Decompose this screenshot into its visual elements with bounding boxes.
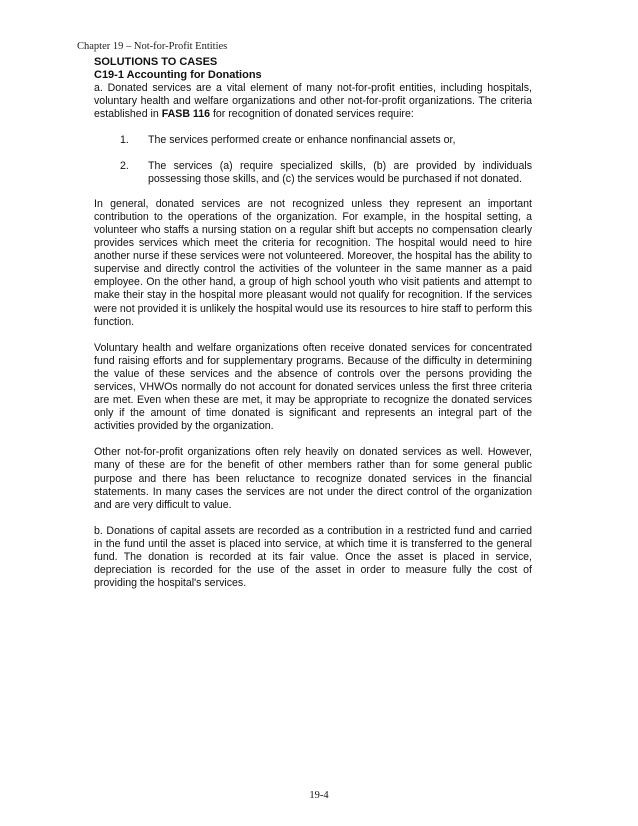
criteria-text: The services (a) require specialized skills, (b) are provided by individuals possessing those skills, and (c) the services would be purchased if not donated. [148,159,532,185]
page-number: 19-4 [309,790,329,801]
part-a-intro [94,82,532,121]
body-paragraph: Other not-for-profit organizations often rely heavily on donated services as well. However, many of these are for the benefit of other members rather than for some general public purpose and there has been reluctance to recognize donated services in the financial statements. In many cases the services are not under the direct control of the organization and are very difficult to value. [94,446,532,511]
body-paragraph: Voluntary health and welfare organizations often receive donated services for concentrated fund raising efforts and for supplementary programs. Because of the difficulty in determining the value of these services and the absence of controls over the persons providing the services, VHWOs normally do not account for donated services unless the first three criteria are met. Even when these are met, it may be appropriate to recognize the donated services only if the amount of time donated is significant and represents an integral part of the activities provided by the organization. [94,341,532,433]
body-paragraph: In general, donated services are not recognized unless they represent an important contribution to the operations of the organization. For example, in the hospital setting, a volunteer who staffs a nursing station on a regular shift but accepts no compensation clearly provides services which meet the criteria for recognition. The hospital would need to hire another nurse if these services were not volunteered. Moreover, the hospital has the ability to supervise and directly control the activities of the volunteer in the same manner as a paid employee. On the other hand, a group of high school youth who visit patients and attempt to make their stay in the hospital more pleasant would not qualify for recognition. If the services were not provided it is unlikely the hospital would use its resources to hire staff to perform this function. [94,197,532,328]
part-b-paragraph: b. Donations of capital assets are recorded as a contribution in a restricted fund and carried in the fund until the asset is placed into service, at which time it is transferred to the general fund. The donation is recorded at its fair value. Once the asset is placed in service, depreciation is recorded for the use of the asset in order to measure fully the cost of providing the hospital's services. [94,524,532,590]
criteria-item [94,160,532,186]
criteria-list [94,134,532,185]
section-title: SOLUTIONS TO CASES [94,56,218,68]
criteria-item [94,134,532,147]
criteria-number: 2. [120,159,129,172]
part-a-intro-end: for recognition of donated services require: [210,108,414,121]
part-a-intro-text: a. Donated services are a vital element of many not-for-profit entities, including hospitals, voluntary health and welfare organizations and other not-for-profit organizations. The criteria established in [94,82,532,121]
standard-reference: FASB 116 [161,108,211,121]
chapter-header: Chapter 19 – Not-for-Profit Entities [77,41,228,52]
document-body [94,56,532,603]
case-title: C19-1 Accounting for Donations [94,69,262,82]
criteria-number: 1. [120,134,129,147]
criteria-text: The services performed create or enhance nonfinancial assets or, [148,134,456,147]
